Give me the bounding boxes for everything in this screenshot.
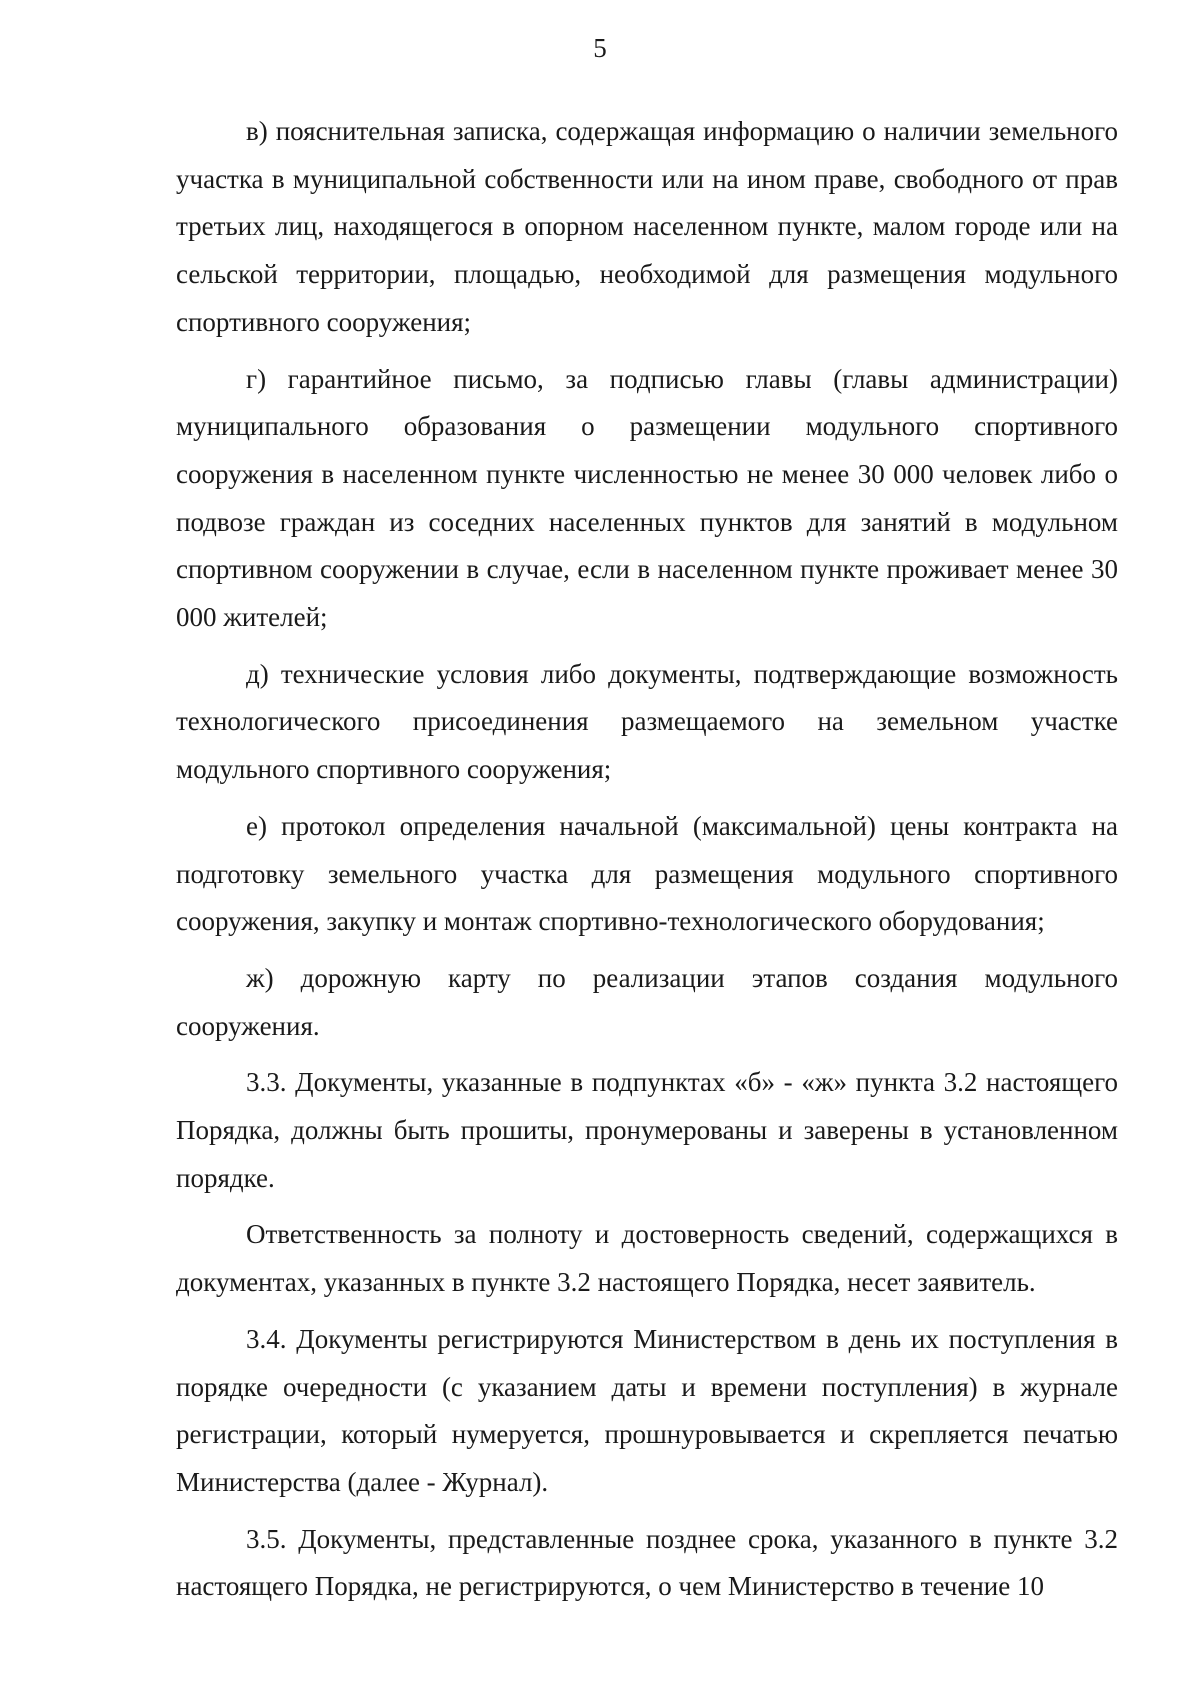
- paragraph-e: е) протокол определения начальной (максимальной) цены контракта на подготовку земельного участка для размещения модульного спортивного сооружения, закупку и монтаж спортивно-технологического оборудования;: [176, 810, 1118, 937]
- paragraph-d: д) технические условия либо документы, подтверждающие возможность технологического присоединения размещаемого на земельном участке модульного спортивного сооружения;: [176, 658, 1118, 785]
- paragraph-3-5: 3.5. Документы, представленные позднее срока, указанного в пункте 3.2 настоящего Порядка, не регистрируются, о чем Министерство в течение 10: [176, 1523, 1118, 1602]
- paragraph-3-3: 3.3. Документы, указанные в подпунктах «б» - «ж» пункта 3.2 настоящего Порядка, должны быть прошиты, пронумерованы и заверены в установленном порядке.: [176, 1067, 1118, 1193]
- paragraph-3-4: 3.4. Документы регистрируются Министерством в день их поступления в порядке очередности (с указанием даты и времени поступления) в журнале регистрации, который нумеруется, прошнуровывается и скрепляется печатью Министерства (далее - Журнал).: [176, 1323, 1118, 1497]
- paragraph-g: г) гарантийное письмо, за подписью главы (главы администрации) муниципального образования о размещении модульного спортивного сооружения в населенном пункте численностью не менее 30 000 человек либо о подвозе граждан из соседних населенных пунктов для занятий в модульном спортивном сооружении в случае, если в населенном пункте проживает менее 30 000 жителей;: [176, 363, 1118, 633]
- document-body: [176, 108, 1118, 1620]
- paragraph-responsibility: Ответственность за полноту и достоверность сведений, содержащихся в документах, указанных в пункте 3.2 настоящего Порядка, несет заявитель.: [176, 1219, 1118, 1298]
- paragraph-v: в) пояснительная записка, содержащая информацию о наличии земельного участка в муниципальной собственности или на ином праве, свободного от прав третьих лиц, находящегося в опорном населенном пункте, малом городе или на сельской территории, площадью, необходимой для размещения модульного спортивного сооружения;: [176, 116, 1118, 337]
- page-number: 5: [593, 33, 607, 63]
- paragraph-zh: ж) дорожную карту по реализации этапов создания модульного сооружения.: [176, 962, 1118, 1041]
